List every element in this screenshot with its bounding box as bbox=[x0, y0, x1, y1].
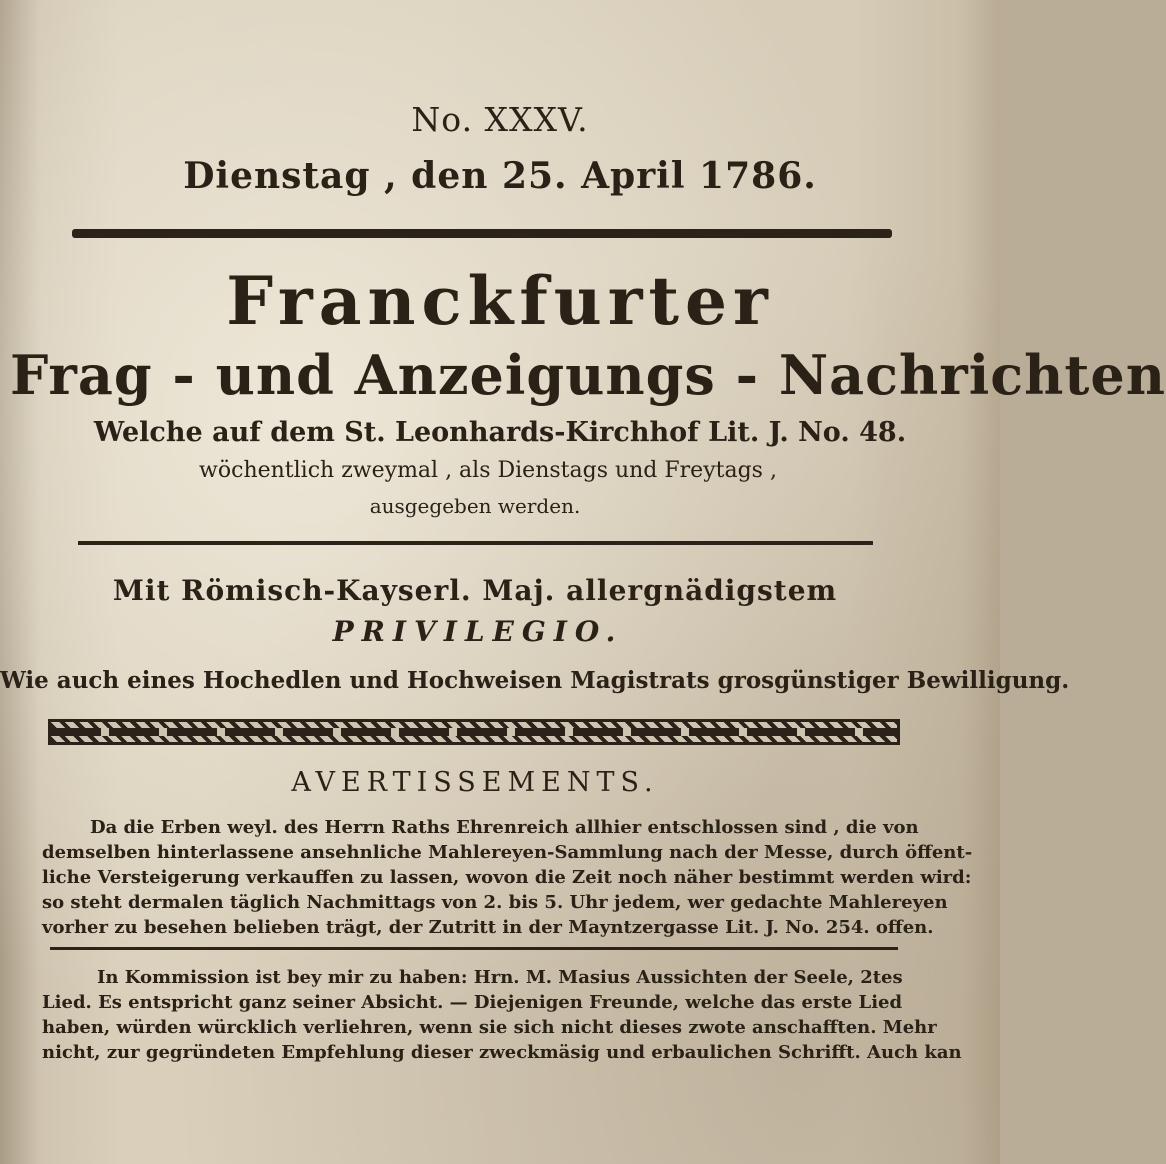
notice-line: Lied. Es entspricht ganz seiner Absicht. — Diejenigen Freunde, welche das erste Lied bbox=[42, 992, 903, 1013]
notice-line: vorher zu besehen belieben trägt, der Zutritt in der Mayntzergasse Lit. J. No. 254. offen. bbox=[42, 917, 934, 938]
notice-line: Da die Erben weyl. des Herrn Raths Ehrenreich allhier entschlossen sind , die von bbox=[90, 817, 919, 838]
masthead-rule bbox=[72, 229, 892, 238]
notice-line: In Kommission ist bey mir zu haben: Hrn. M. Masius Aussichten der Seele, 2tes bbox=[97, 967, 903, 988]
privilege-line: Mit Römisch-Kayserl. Maj. allergnädigstem bbox=[112, 574, 838, 607]
decorative-border bbox=[48, 719, 900, 745]
publication-frequency: wöchentlich zweymal , als Dienstags und Freytags , bbox=[199, 458, 777, 483]
privilege-heading: PRIVILEGIO. bbox=[332, 615, 624, 648]
notice-line: so steht dermalen täglich Nachmittags von 2. bis 5. Uhr jedem, wer gedachte Mahlereyen bbox=[42, 892, 948, 913]
section-heading: AVERTISSEMENTS. bbox=[291, 767, 659, 798]
publication-note: ausgegeben werden. bbox=[369, 494, 581, 518]
magistrate-approval: Wie auch eines Hochedlen und Hochweisen Magistrats grosgünstiger Bewilligung. bbox=[0, 667, 1070, 694]
publisher-address: Welche auf dem St. Leonhards-Kirchhof Lit. J. No. 48. bbox=[93, 417, 907, 448]
notice-line: haben, würden würcklich verliehren, wenn sie sich nicht dieses zwote anschafften. Mehr bbox=[42, 1017, 937, 1038]
title-rule bbox=[78, 541, 873, 545]
notice-paragraph bbox=[42, 965, 962, 1065]
issue-number: No. XXXV. bbox=[411, 100, 589, 139]
notice-line: liche Versteigerung verkauffen zu lassen, wovon die Zeit noch näher bestimmt werden wird: bbox=[42, 867, 972, 888]
issue-date: Dienstag , den 25. April 1786. bbox=[183, 155, 817, 197]
notice-line: demselben hinterlassene ansehnliche Mahlereyen-Sammlung nach der Messe, durch öffent- bbox=[42, 842, 973, 863]
newspaper-subtitle: Frag - und Anzeigungs - Nachrichten bbox=[10, 343, 1166, 407]
notice-paragraph bbox=[42, 815, 973, 940]
notice-line: nicht, zur gegründeten Empfehlung dieser zweckmäsig und erbaulichen Schrifft. Auch kan bbox=[42, 1042, 962, 1063]
newspaper-title: Franckfurter bbox=[226, 262, 774, 340]
notice-separator bbox=[50, 947, 898, 950]
